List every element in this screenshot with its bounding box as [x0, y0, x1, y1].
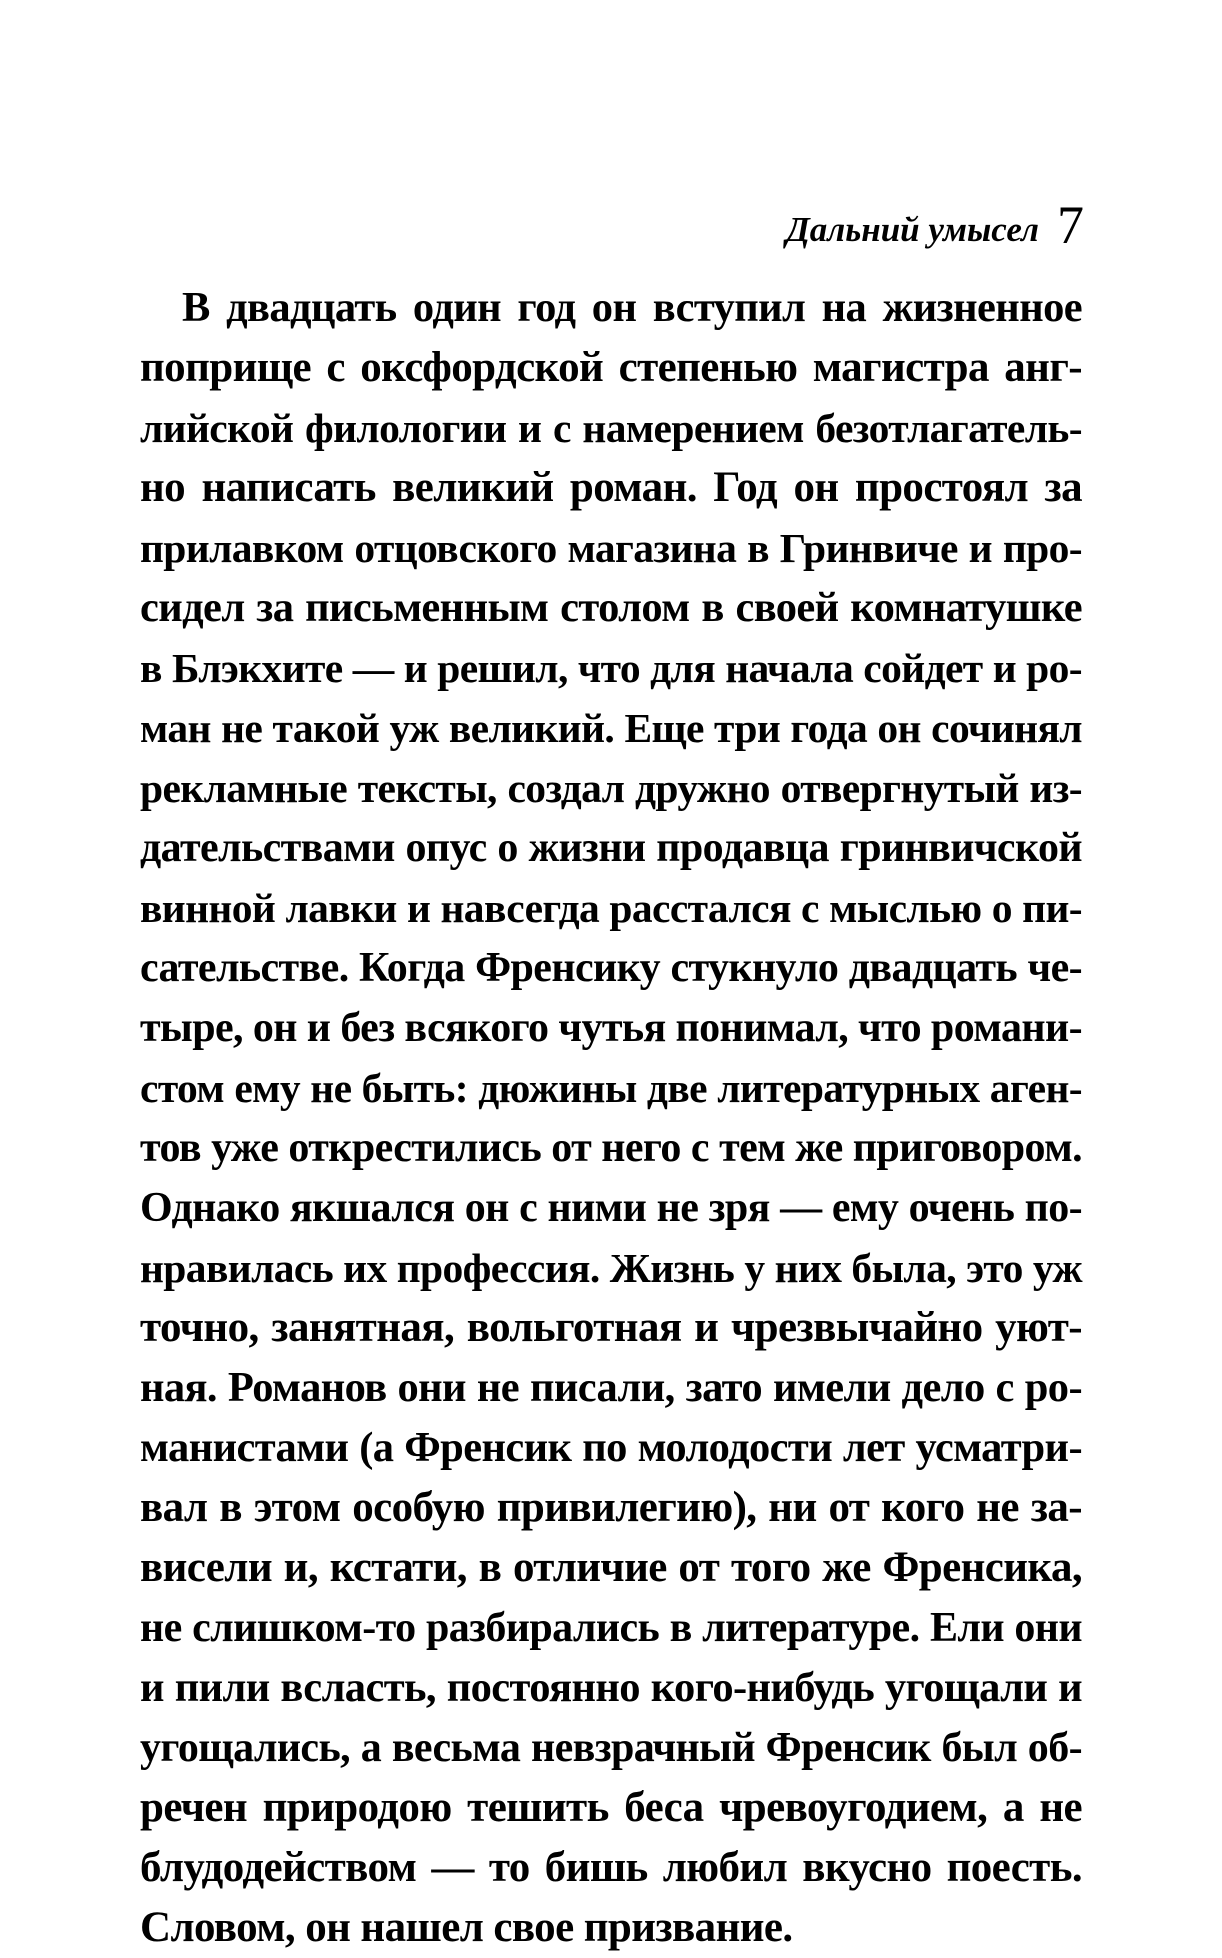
text-line: угощались, а весьма невзрачный Френсик был об-: [140, 1725, 1082, 1771]
text-line: сидел за письменным столом в своей комнатушке: [140, 584, 1082, 631]
text-line: тыре, он и без всякого чутья понимал, что романи-: [140, 1005, 1082, 1051]
text-line: блудодейством — то бишь любил вкусно поесть.: [140, 1844, 1082, 1891]
text-line: лийской филологии и с намерением безотлагатель-: [140, 405, 1082, 451]
text-line: но написать великий роман. Год он простоял за: [140, 464, 1082, 511]
text-line: прилавком отцовского магазина в Гринвиче и про-: [140, 525, 1082, 571]
text-line: вал в этом особую привилегию), ни от кого не за-: [140, 1484, 1082, 1531]
text-line: в Блэкхите — и решил, что для начала сойдет и ро-: [140, 645, 1082, 691]
text-line: дательствами опус о жизни продавца гринвичской: [140, 825, 1082, 871]
text-line: не слишком-то разбирались в литературе. Ели они: [140, 1605, 1082, 1651]
body-paragraph: [140, 278, 1082, 1958]
text-line: сательстве. Когда Френсику стукнуло двадцать че-: [140, 945, 1082, 991]
text-line: стом ему не быть: дюжины две литературных аген-: [140, 1065, 1082, 1111]
text-line: ман не такой уж великий. Еще три года он сочинял: [140, 705, 1082, 751]
text-line: ная. Романов они не писали, зато имели дело с ро-: [140, 1364, 1082, 1411]
text-line: точно, занятная, вольготная и чрезвычайно уют-: [140, 1304, 1082, 1351]
text-line: висели и, кстати, в отличие от того же Френсика,: [140, 1544, 1082, 1591]
text-line: Однако якшался он с ними не зря — ему очень по-: [140, 1185, 1082, 1231]
text-line: Словом, он нашел свое призвание.: [140, 1904, 793, 1951]
text-line: В двадцать один год он вступил на жизненное: [182, 284, 1082, 331]
text-line: рекламные тексты, создал дружно отвергнутый из-: [140, 765, 1082, 811]
text-line: поприще с оксфордской степенью магистра анг-: [140, 344, 1082, 391]
text-line: и пили всласть, постоянно кого-нибудь угощали и: [140, 1664, 1082, 1711]
running-head: [785, 190, 1084, 255]
text-line: манистами (а Френсик по молодости лет усматри-: [140, 1424, 1082, 1471]
text-line: нравилась их профессия. Жизнь у них была, это уж: [140, 1245, 1082, 1291]
text-line: винной лавки и навсегда расстался с мыслью о пи-: [140, 885, 1082, 931]
text-line: тов уже открестились от него с тем же приговором.: [140, 1125, 1082, 1171]
page-number: 7: [1057, 195, 1084, 255]
running-title: Дальний умысел: [785, 210, 1039, 249]
text-line: речен природою тешить беса чревоугодием, а не: [140, 1784, 1082, 1831]
